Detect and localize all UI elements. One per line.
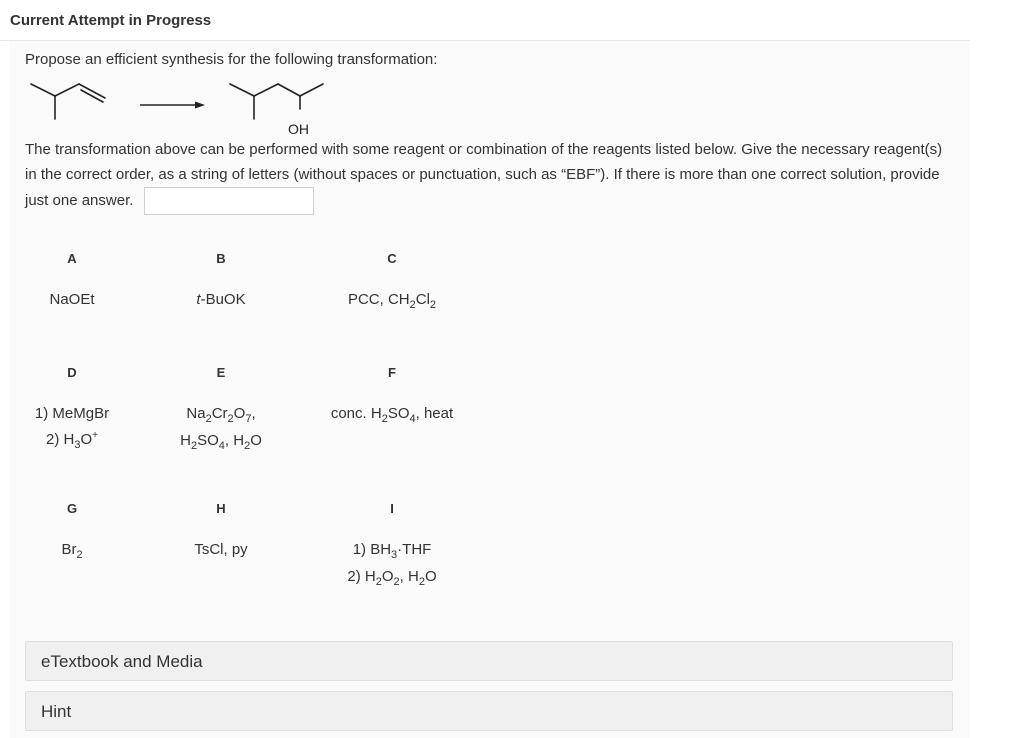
hydroxyl-label: OH bbox=[288, 121, 309, 137]
reagent-letter: C bbox=[387, 251, 397, 266]
product-structure bbox=[230, 84, 323, 119]
reagent-text: 1) MeMgBr 2) $H_3O^+$ bbox=[34, 405, 110, 451]
reagent-text: $Na_2Cr_2O_7$, $H_2SO_4$, $H_2O$ bbox=[180, 405, 262, 452]
right-gutter bbox=[970, 0, 1015, 738]
reagent-letter: F bbox=[388, 365, 396, 380]
question-prompt: Propose an efficient synthesis for the following transformation: bbox=[25, 51, 438, 68]
attempt-header bbox=[0, 0, 970, 41]
reagent-letter: G bbox=[66, 501, 78, 516]
reagent-h bbox=[121, 501, 321, 561]
reagent-letter: I bbox=[390, 501, 394, 516]
reagent-text: PCC, $CH_2Cl_2$ bbox=[347, 291, 437, 311]
question-instructions bbox=[25, 137, 945, 215]
reagent-letter: B bbox=[216, 251, 226, 266]
hint-section[interactable] bbox=[25, 691, 953, 731]
starting-material-structure bbox=[31, 84, 105, 119]
reagent-letter: A bbox=[67, 251, 77, 266]
reagent-text: 1) $BH_3\cdot THF$ 2) $H_2O_2$, $H_2O$ bbox=[347, 541, 437, 588]
etextbook-media-label: eTextbook and Media bbox=[41, 652, 203, 671]
reagent-letter: H bbox=[216, 501, 226, 516]
reagent-letter: D bbox=[67, 365, 77, 380]
answer-input[interactable] bbox=[144, 187, 314, 215]
reagent-e bbox=[121, 365, 321, 457]
reaction-arrow bbox=[140, 102, 205, 109]
reagent-b bbox=[121, 251, 321, 311]
etextbook-media-section[interactable] bbox=[25, 641, 953, 681]
reagent-text: NaOEt bbox=[49, 291, 95, 308]
reagent-i bbox=[292, 501, 492, 593]
hint-label: Hint bbox=[41, 702, 72, 721]
reagent-c bbox=[292, 251, 492, 316]
reagent-text: conc. $H_2SO_4$, heat bbox=[330, 405, 454, 425]
attempt-status-title: Current Attempt in Progress bbox=[10, 12, 212, 29]
question-panel bbox=[10, 41, 970, 738]
reagent-text: t-BuOK bbox=[196, 291, 246, 308]
reagent-text: TsCl, py bbox=[194, 541, 248, 558]
reagent-letter: E bbox=[216, 365, 226, 380]
reaction-scheme bbox=[25, 75, 355, 142]
reagent-text: $Br_2$ bbox=[61, 541, 83, 561]
reagent-f bbox=[292, 365, 492, 430]
instructions-text: The transformation above can be performed with some reagent or combination of the reagents listed below. Give the necessary reagent(s) in the correct order, as a string of letters (without spaces or punctuation, such as “EBF”). If there is more than one correct solution, provide just one answer. bbox=[25, 141, 943, 209]
